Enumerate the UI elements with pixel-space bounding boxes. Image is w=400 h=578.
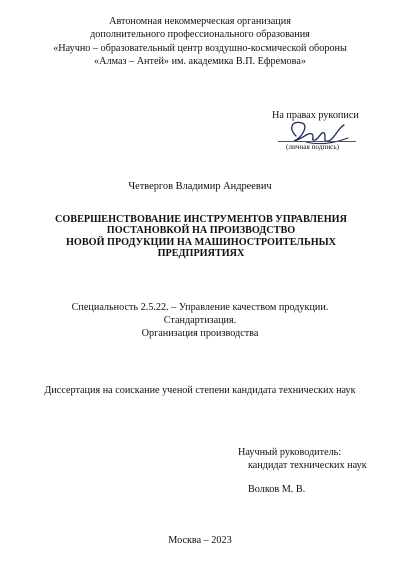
signature-caption: (личная подпись)	[286, 143, 340, 151]
city-year: Москва – 2023	[168, 535, 232, 546]
title-line-3: НОВОЙ ПРОДУКЦИИ НА МАШИНОСТРОИТЕЛЬНЫХ	[66, 236, 336, 248]
supervisor-label: Научный руководитель:	[238, 447, 342, 458]
organization-line-2: дополнительного профессионального образования	[90, 29, 310, 41]
organization-line-1: Автономная некоммерческая организация	[109, 16, 291, 27]
title-line-4: ПРЕДПРИЯТИЯХ	[157, 248, 245, 260]
signature-line	[278, 141, 356, 142]
supervisor-name: Волков М. В.	[248, 484, 306, 495]
organization-line-3: «Научно – образовательный центр воздушно-космической обороны	[53, 42, 347, 54]
specialty-line-2: Стандартизация.	[163, 315, 237, 327]
specialty-line-3: Организация производства	[141, 328, 259, 340]
title-line-1: СОВЕРШЕНСТВОВАНИЕ ИНСТРУМЕНТОВ УПРАВЛЕНИЯ	[55, 214, 347, 225]
manuscript-rights-block	[250, 110, 390, 156]
supervisor-block	[238, 446, 388, 495]
dissertation-degree-statement: Диссертация на соискание ученой степени кандидата технических наук	[44, 385, 356, 396]
organization-line-4: «Алмаз – Антей» им. академика В.П. Ефремова»	[94, 56, 306, 68]
specialty-block	[20, 301, 380, 341]
supervisor-degree: кандидат технических наук	[248, 460, 367, 472]
specialty-line-1: Специальность 2.5.22. – Управление качеством продукции.	[71, 302, 329, 313]
organization-header	[40, 15, 360, 69]
dissertation-title	[20, 214, 382, 260]
title-line-2: ПОСТАНОВКОЙ НА ПРОИЗВОДСТВО	[106, 225, 296, 237]
author-name: Четвергов Владимир Андреевич	[128, 181, 272, 192]
rights-label: На правах рукописи	[272, 110, 359, 121]
